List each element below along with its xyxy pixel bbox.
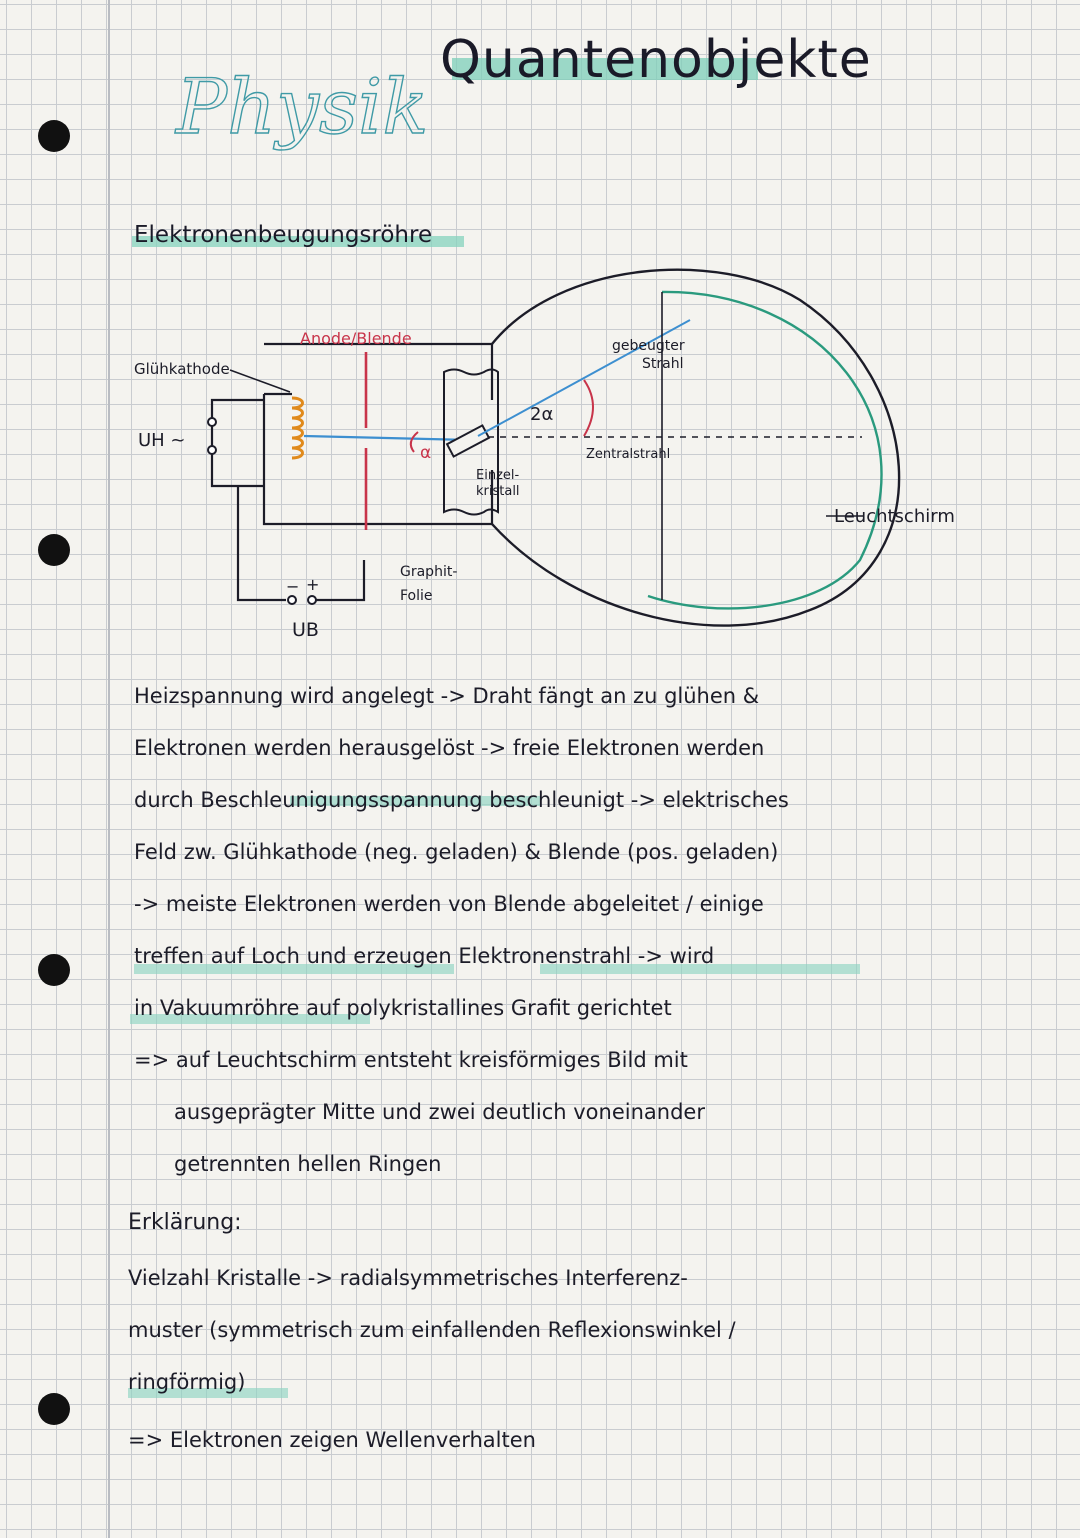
- label-einzelkristall-1: Einzel-: [476, 468, 520, 483]
- label-leuchtschirm: Leuchtschirm: [834, 506, 955, 527]
- single-crystal: [447, 425, 489, 456]
- note-line-5: -> meiste Elektronen werden von Blende abgeleitet / einige: [134, 892, 764, 916]
- label-graphitfolie-2: Folie: [400, 588, 433, 604]
- note-line-1: Heizspannung wird angelegt -> Draht fängt an zu glühen &: [134, 684, 760, 708]
- terminal: [308, 596, 316, 604]
- label-plus: +: [306, 575, 320, 594]
- erklaerung-heading: Erklärung:: [128, 1210, 242, 1235]
- label-anode-blende: Anode/Blende: [300, 329, 412, 348]
- erklaerung-line-2: muster (symmetrisch zum einfallenden Reflexionswinkel /: [128, 1318, 736, 1342]
- label-beschleunigungsspannung: UB: [292, 619, 319, 641]
- alpha-arc: [411, 432, 418, 452]
- subject-label: Physik: [176, 62, 429, 151]
- note-line-8: => auf Leuchtschirm entsteht kreisförmiges Bild mit: [134, 1048, 688, 1072]
- punch-hole: [38, 1393, 70, 1425]
- label-einzelkristall-2: kristall: [476, 484, 520, 499]
- two-alpha-arc: [584, 380, 593, 436]
- erklaerung-line-3: ringförmig): [128, 1370, 246, 1394]
- erklaerung-line-4: => Elektronen zeigen Wellenverhalten: [128, 1428, 536, 1452]
- label-gluehkathode: Glühkathode: [134, 360, 230, 378]
- label-heizspannung: UH ~: [138, 430, 186, 451]
- filament-coil: [292, 398, 303, 458]
- label-zentralstrahl: Zentralstrahl: [586, 447, 671, 462]
- note-line-10: getrennten hellen Ringen: [174, 1152, 442, 1176]
- label-two-alpha: 2α: [530, 404, 554, 425]
- label-minus: −: [286, 577, 300, 596]
- terminal: [208, 418, 216, 426]
- page-title: Quantenobjekte: [440, 30, 872, 90]
- electron-beam: [304, 436, 470, 440]
- label-gebeugter-strahl-1: gebeugter: [612, 338, 685, 354]
- note-line-2: Elektronen werden herausgelöst -> freie Elektronen werden: [134, 736, 765, 760]
- note-line-3: durch Beschleunigungsspannung beschleunigt -> elektrisches: [134, 788, 789, 812]
- note-line-9: ausgeprägter Mitte und zwei deutlich voneinander: [174, 1100, 705, 1124]
- terminal: [288, 596, 296, 604]
- note-line-6: treffen auf Loch und erzeugen Elektronenstrahl -> wird: [134, 944, 715, 968]
- gluehkathode-pointer: [230, 370, 290, 392]
- electron-diffraction-diagram: [0, 0, 1080, 660]
- circuit-wires: [212, 344, 492, 600]
- label-alpha: α: [420, 443, 432, 463]
- section-heading: Elektronenbeugungsröhre: [134, 222, 433, 248]
- label-graphitfolie-1: Graphit-: [400, 564, 458, 580]
- note-line-4: Feld zw. Glühkathode (neg. geladen) & Blende (pos. geladen): [134, 840, 779, 864]
- terminal: [208, 446, 216, 454]
- erklaerung-line-1: Vielzahl Kristalle -> radialsymmetrisches Interferenz-: [128, 1266, 688, 1290]
- label-gebeugter-strahl-2: Strahl: [642, 356, 684, 372]
- punch-hole: [38, 954, 70, 986]
- note-line-7: in Vakuumröhre auf polykristallines Grafit gerichtet: [134, 996, 672, 1020]
- bulb-outline: [492, 270, 899, 626]
